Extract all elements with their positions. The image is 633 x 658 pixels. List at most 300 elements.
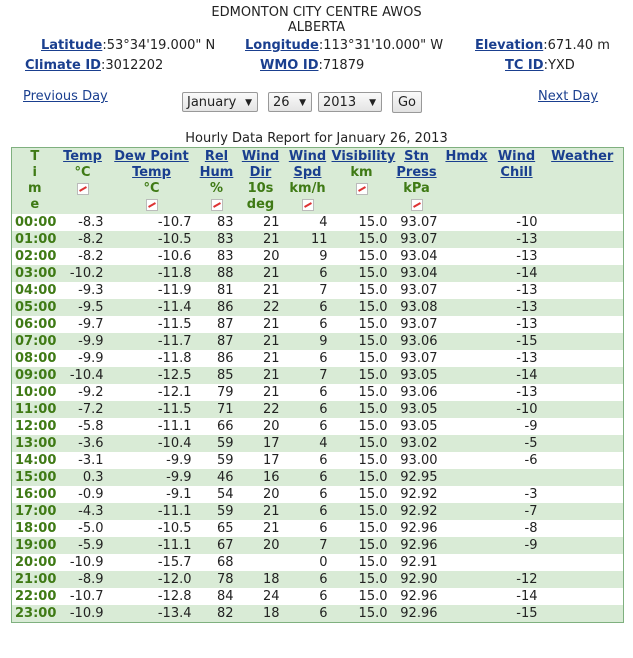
stn-press-cell: 92.92 (392, 503, 442, 520)
weather-cell (542, 520, 624, 537)
wind-dir-cell: 18 (238, 605, 284, 623)
time-cell: 07:00 (12, 333, 58, 350)
climate-id-value: 3012202 (105, 58, 164, 73)
stn-press-cell: 92.96 (400, 589, 438, 604)
wind-dir-cell: 20 (262, 249, 280, 264)
temp-cell: -8.2 (58, 231, 108, 248)
rel-hum-cell: 59 (196, 435, 238, 452)
temp-cell: -3.6 (58, 435, 108, 452)
wind-dir-cell: 21 (238, 265, 284, 282)
temp-cell: -10.9 (69, 555, 104, 570)
stn-press-cell: 92.91 (400, 555, 438, 570)
hmdx-cell (442, 299, 492, 316)
dew-point-cell: -11.5 (108, 401, 196, 418)
day-select[interactable] (268, 92, 312, 112)
temp-cell: -8.9 (58, 571, 108, 588)
stn-press-cell: 93.06 (400, 385, 438, 400)
wind-chill-cell: -14 (492, 265, 542, 282)
weather-cell (542, 333, 624, 350)
visibility-header-link[interactable]: Visibility (331, 149, 396, 164)
wind-dir-cell: 16 (238, 469, 284, 486)
visibility-cell: 15.0 (358, 487, 388, 502)
table-row (12, 503, 624, 520)
wind-chill-cell: -3 (524, 487, 538, 502)
rel-hum-cell: 86 (196, 299, 238, 316)
chart-icon[interactable] (146, 199, 158, 211)
rel-hum-cell: 79 (216, 385, 234, 400)
dew-point-cell: -12.5 (108, 367, 196, 384)
wind-chill-cell: -5 (492, 435, 542, 452)
weather-cell (542, 299, 624, 316)
wind-spd-cell: 6 (319, 589, 328, 604)
wind-chill-header (492, 148, 542, 215)
wind-chill-cell: -13 (492, 231, 542, 248)
hmdx-cell (442, 214, 492, 231)
stn-press-cell: 93.02 (392, 435, 442, 452)
stn-press-cell: 93.05 (400, 419, 438, 434)
table-row (12, 316, 624, 333)
temp-cell: -10.7 (69, 589, 104, 604)
dew-point-cell: -11.7 (108, 333, 196, 350)
temp-cell: -0.9 (78, 487, 104, 502)
visibility-cell: 15.0 (358, 555, 388, 570)
table-row (12, 248, 624, 265)
wind-chill-cell: -10 (492, 401, 542, 418)
header-row (12, 148, 624, 215)
wind-dir-cell: 24 (262, 589, 280, 604)
visibility-cell: 15.0 (332, 401, 392, 418)
chart-icon[interactable] (356, 183, 368, 195)
time-cell: 14:00 (15, 453, 57, 468)
rel-hum-header: Rel Hum % (196, 148, 238, 215)
rel-hum-cell: 71 (196, 401, 238, 418)
table-row (12, 214, 624, 231)
time-cell: 00:00 (15, 215, 57, 230)
wind-chill-cell: -14 (516, 589, 538, 604)
time-cell: 12:00 (15, 419, 57, 434)
climate-id-row: Climate ID:3012202 (25, 58, 164, 73)
stn-press-cell: 93.05 (392, 401, 442, 418)
weather-cell (542, 469, 624, 486)
wind-dir-cell: 20 (238, 537, 284, 554)
time-cell: 03:00 (12, 265, 58, 282)
wind-spd-cell: 6 (284, 401, 332, 418)
weather-cell (542, 537, 624, 554)
visibility-cell: 15.0 (332, 435, 392, 452)
chevron-down-icon: ▼ (245, 98, 252, 108)
visibility-cell: 15.0 (358, 215, 388, 230)
temp-cell: 0.3 (58, 469, 108, 486)
elevation-link[interactable]: Elevation (475, 38, 544, 53)
wind-spd-cell: 7 (319, 283, 328, 298)
temp-cell: -8.3 (78, 215, 104, 230)
latitude-value: 53°34'19.000" N (106, 38, 216, 53)
time-cell: 09:00 (12, 367, 58, 384)
rel-hum-cell: 87 (216, 317, 234, 332)
elevation-value: 671.40 m (547, 38, 610, 53)
visibility-cell: 15.0 (332, 537, 392, 554)
time-cell: 16:00 (15, 487, 57, 502)
visibility-cell: 15.0 (358, 385, 388, 400)
tc-id-value: YXD (547, 58, 575, 73)
year-select-value: 2013 (323, 95, 357, 110)
longitude-row: Longitude:113°31'10.000" W (245, 38, 444, 53)
wind-chill-cell: -13 (492, 299, 542, 316)
go-button[interactable]: Go (392, 91, 422, 113)
chart-icon[interactable] (302, 199, 314, 211)
wind-dir-header-link[interactable]: Wind Dir (241, 149, 280, 180)
weather-cell (542, 418, 624, 435)
dew-point-cell: -10.5 (108, 231, 196, 248)
visibility-cell: 15.0 (332, 231, 392, 248)
month-select[interactable] (182, 92, 258, 112)
hmdx-header (442, 148, 492, 215)
dew-point-cell: -11.8 (108, 265, 196, 282)
temp-cell: -9.9 (58, 333, 108, 350)
visibility-cell: 15.0 (332, 265, 392, 282)
wind-spd-cell: 4 (319, 215, 328, 230)
rel-hum-cell: 83 (216, 249, 234, 264)
weather-cell (542, 605, 624, 623)
weather-cell (542, 435, 624, 452)
temp-cell: -5.8 (78, 419, 104, 434)
dew-point-cell: -11.1 (157, 419, 192, 434)
rel-hum-cell: 87 (196, 333, 238, 350)
hmdx-cell (442, 333, 492, 350)
temp-cell: -5.9 (58, 537, 108, 554)
wind-spd-cell: 6 (319, 385, 328, 400)
dew-point-cell: -10.5 (157, 521, 192, 536)
wind-dir-header: Wind Dir 10s deg (238, 148, 284, 215)
time-cell: 22:00 (15, 589, 57, 604)
temp-cell: -10.2 (58, 265, 108, 282)
wind-spd-cell: 6 (284, 571, 332, 588)
visibility-cell: 15.0 (332, 605, 392, 623)
rel-hum-cell: 83 (196, 231, 238, 248)
weather-cell (542, 265, 624, 282)
wmo-id-row: WMO ID:71879 (260, 58, 365, 73)
table-row (12, 384, 624, 401)
dew-point-cell: -12.8 (157, 589, 192, 604)
visibility-cell: 15.0 (358, 453, 388, 468)
table-row (12, 333, 624, 350)
temp-cell: -9.5 (58, 299, 108, 316)
temp-cell: -10.4 (58, 367, 108, 384)
time-cell: 23:00 (12, 605, 58, 623)
hmdx-cell (442, 435, 492, 452)
table-row (12, 486, 624, 503)
stn-press-cell: 93.07 (400, 215, 438, 230)
stn-press-cell: 93.07 (392, 231, 442, 248)
rel-hum-cell: 54 (216, 487, 234, 502)
wind-chill-cell: -8 (524, 521, 538, 536)
dew-point-cell: -9.9 (166, 453, 192, 468)
wind-dir-cell: 21 (262, 283, 280, 298)
weather-cell (542, 588, 624, 605)
hmdx-cell (442, 554, 492, 571)
time-cell: 10:00 (15, 385, 57, 400)
weather-header (542, 148, 624, 215)
wmo-id-link[interactable]: WMO ID (260, 58, 319, 73)
wind-chill-cell: -6 (524, 453, 538, 468)
stn-press-cell: 92.96 (400, 521, 438, 536)
wind-chill-cell: -13 (516, 283, 538, 298)
wind-chill-cell: -13 (516, 317, 538, 332)
wind-chill-cell: -13 (516, 385, 538, 400)
time-cell: 19:00 (12, 537, 58, 554)
chart-icon[interactable] (77, 183, 89, 195)
stn-press-cell: 92.90 (392, 571, 442, 588)
time-cell: 11:00 (12, 401, 58, 418)
wind-chill-cell: -14 (492, 367, 542, 384)
time-cell: 17:00 (12, 503, 58, 520)
temp-cell: -8.2 (78, 249, 104, 264)
wind-dir-cell: 17 (238, 435, 284, 452)
wind-chill-cell: -9 (524, 419, 538, 434)
rel-hum-cell: 83 (216, 215, 234, 230)
weather-cell (542, 248, 624, 265)
stn-press-cell: 93.08 (392, 299, 442, 316)
temp-cell: -7.2 (58, 401, 108, 418)
climate-id-link[interactable]: Climate ID (25, 58, 101, 73)
dew-point-cell: -11.9 (157, 283, 192, 298)
wind-dir-cell: 17 (262, 453, 280, 468)
hmdx-cell (442, 231, 492, 248)
dew-point-cell: -12.0 (108, 571, 196, 588)
weather-cell (542, 554, 624, 571)
dew-point-cell: -10.6 (157, 249, 192, 264)
table-row (12, 299, 624, 316)
wmo-id-value: 71879 (322, 58, 365, 73)
table-row (12, 588, 624, 605)
wind-spd-cell: 9 (284, 333, 332, 350)
wind-spd-cell: 6 (284, 503, 332, 520)
time-cell: 20:00 (15, 555, 57, 570)
temp-cell: -4.3 (58, 503, 108, 520)
temp-cell: -5.0 (78, 521, 104, 536)
temp-cell: -9.9 (78, 351, 104, 366)
stn-press-cell: 92.92 (400, 487, 438, 502)
tc-id-row: TC ID:YXD (505, 58, 575, 73)
table-row (12, 554, 624, 571)
chart-icon[interactable] (411, 199, 423, 211)
time-cell: 13:00 (12, 435, 58, 452)
latitude-row: Latitude:53°34'19.000" N (41, 38, 216, 53)
wind-spd-cell: 6 (284, 605, 332, 623)
dew-point-cell: -12.1 (157, 385, 192, 400)
time-cell: 05:00 (12, 299, 58, 316)
stn-press-header: Stn Press kPa (392, 148, 442, 215)
visibility-cell: 15.0 (332, 503, 392, 520)
weather-cell (542, 350, 624, 367)
table-row (12, 469, 624, 486)
wind-dir-cell: 18 (238, 571, 284, 588)
wind-spd-cell: 6 (319, 521, 328, 536)
wind-chill-header-link[interactable]: Wind Chill (497, 149, 536, 180)
rel-hum-cell: 82 (196, 605, 238, 623)
visibility-cell: 15.0 (358, 589, 388, 604)
dew-point-cell: -11.5 (157, 317, 192, 332)
wind-dir-cell: 21 (262, 317, 280, 332)
wind-dir-cell: 21 (262, 521, 280, 536)
table-row (12, 282, 624, 299)
weather-cell (542, 231, 624, 248)
rel-hum-header-link[interactable]: Rel Hum (199, 149, 234, 180)
visibility-cell: 15.0 (358, 283, 388, 298)
dew-point-cell: -11.1 (108, 537, 196, 554)
wind-dir-cell: 22 (238, 299, 284, 316)
visibility-cell: 15.0 (332, 333, 392, 350)
stn-press-header-link[interactable]: Stn Press (396, 149, 437, 180)
dew-point-cell: -10.7 (157, 215, 192, 230)
table-row (12, 452, 624, 469)
wind-spd-cell: 6 (319, 453, 328, 468)
tc-id-link[interactable]: TC ID (505, 58, 544, 73)
table-row (12, 265, 624, 282)
temp-cell: -10.9 (58, 605, 108, 623)
hmdx-cell (442, 537, 492, 554)
visibility-header: Visibility km (332, 148, 392, 215)
hmdx-cell (442, 605, 492, 623)
time-cell: 01:00 (12, 231, 58, 248)
hmdx-cell (442, 469, 492, 486)
table-row (12, 571, 624, 588)
latitude-link[interactable]: Latitude (41, 38, 103, 53)
stn-press-cell: 92.96 (392, 537, 442, 554)
hourly-data-table (11, 147, 624, 623)
wind-chill-cell: -13 (516, 351, 538, 366)
table-row (12, 605, 624, 623)
rel-hum-cell: 84 (216, 589, 234, 604)
stn-press-cell: 92.96 (392, 605, 442, 623)
hmdx-cell (442, 282, 492, 299)
hmdx-cell (442, 367, 492, 384)
wind-dir-cell: 20 (262, 419, 280, 434)
wind-dir-cell: 21 (238, 333, 284, 350)
wind-spd-cell: 7 (284, 367, 332, 384)
wind-spd-cell: 0 (319, 555, 328, 570)
hmdx-cell (442, 520, 492, 537)
hmdx-header-link[interactable]: Hmdx (445, 149, 488, 164)
wind-dir-cell: 21 (238, 231, 284, 248)
wind-spd-cell: 4 (284, 435, 332, 452)
visibility-cell: 15.0 (332, 299, 392, 316)
wind-chill-cell: -7 (492, 503, 542, 520)
weather-cell (542, 282, 624, 299)
hmdx-cell (442, 452, 492, 469)
time-cell: 18:00 (15, 521, 57, 536)
rel-hum-cell: 46 (196, 469, 238, 486)
rel-hum-cell: 88 (196, 265, 238, 282)
wind-spd-header: Wind Spd km/h (284, 148, 332, 215)
wind-dir-cell: 21 (262, 351, 280, 366)
stn-press-cell: 93.04 (400, 249, 438, 264)
weather-cell (542, 486, 624, 503)
hmdx-cell (442, 384, 492, 401)
hmdx-cell (442, 265, 492, 282)
year-select[interactable] (318, 92, 382, 112)
longitude-link[interactable]: Longitude (245, 38, 319, 53)
time-cell: 08:00 (15, 351, 57, 366)
wind-spd-cell: 6 (319, 317, 328, 332)
wind-spd-header-link[interactable]: Wind Spd (288, 149, 327, 180)
table-row (12, 418, 624, 435)
time-cell: 06:00 (15, 317, 57, 332)
wind-dir-cell: 22 (238, 401, 284, 418)
wind-dir-cell: 21 (238, 367, 284, 384)
wind-spd-cell: 6 (284, 299, 332, 316)
temp-cell: -9.7 (78, 317, 104, 332)
rel-hum-cell: 59 (216, 453, 234, 468)
hmdx-cell (442, 571, 492, 588)
time-cell: 21:00 (12, 571, 58, 588)
chart-icon[interactable] (211, 199, 223, 211)
stn-press-cell: 93.07 (400, 351, 438, 366)
wind-chill-cell (492, 469, 542, 486)
table-row (12, 231, 624, 248)
next-day-link[interactable]: Next Day (538, 89, 599, 104)
weather-cell (542, 503, 624, 520)
weather-cell (542, 401, 624, 418)
visibility-cell: 15.0 (358, 521, 388, 536)
chevron-down-icon: ▼ (299, 98, 306, 108)
weather-cell (542, 214, 624, 231)
table-caption: Hourly Data Report for January 26, 2013 (185, 131, 448, 146)
rel-hum-cell: 68 (216, 555, 234, 570)
stn-press-cell: 93.06 (392, 333, 442, 350)
table-row (12, 435, 624, 452)
visibility-cell: 15.0 (332, 571, 392, 588)
weather-cell (542, 384, 624, 401)
longitude-value: 113°31'10.000" W (323, 38, 444, 53)
weather-cell (542, 571, 624, 588)
wind-chill-cell: -9 (492, 537, 542, 554)
temp-header-link[interactable]: Temp (63, 149, 102, 164)
dew-point-cell: -13.4 (108, 605, 196, 623)
dew-point-cell: -9.1 (166, 487, 192, 502)
rel-hum-cell: 67 (196, 537, 238, 554)
temp-header: Temp °C (58, 148, 108, 215)
wind-spd-cell: 6 (284, 265, 332, 282)
weather-header-link[interactable]: Weather (551, 149, 614, 164)
hmdx-cell (442, 503, 492, 520)
stn-press-cell: 93.00 (400, 453, 438, 468)
visibility-cell: 15.0 (332, 367, 392, 384)
dew-point-cell: -15.7 (157, 555, 192, 570)
hmdx-cell (442, 486, 492, 503)
visibility-cell: 15.0 (358, 317, 388, 332)
hmdx-cell (442, 401, 492, 418)
station-name: EDMONTON CITY CENTRE AWOS (211, 5, 422, 20)
stn-press-cell: 93.04 (392, 265, 442, 282)
month-select-value: January (187, 95, 237, 110)
time-cell: 04:00 (15, 283, 57, 298)
visibility-cell: 15.0 (358, 249, 388, 264)
dew-point-header: Dew Point Temp °C (108, 148, 196, 215)
table-row (12, 350, 624, 367)
dew-point-header-link[interactable]: Dew Point Temp (114, 149, 189, 180)
weather-cell (542, 316, 624, 333)
dew-point-cell: -10.4 (108, 435, 196, 452)
table-row (12, 520, 624, 537)
visibility-cell: 15.0 (332, 469, 392, 486)
wind-spd-cell: 6 (319, 487, 328, 502)
rel-hum-cell: 65 (216, 521, 234, 536)
wind-spd-cell: 6 (284, 469, 332, 486)
time-header: T i m e (12, 148, 58, 215)
previous-day-link[interactable]: Previous Day (23, 89, 108, 104)
hmdx-cell (442, 248, 492, 265)
